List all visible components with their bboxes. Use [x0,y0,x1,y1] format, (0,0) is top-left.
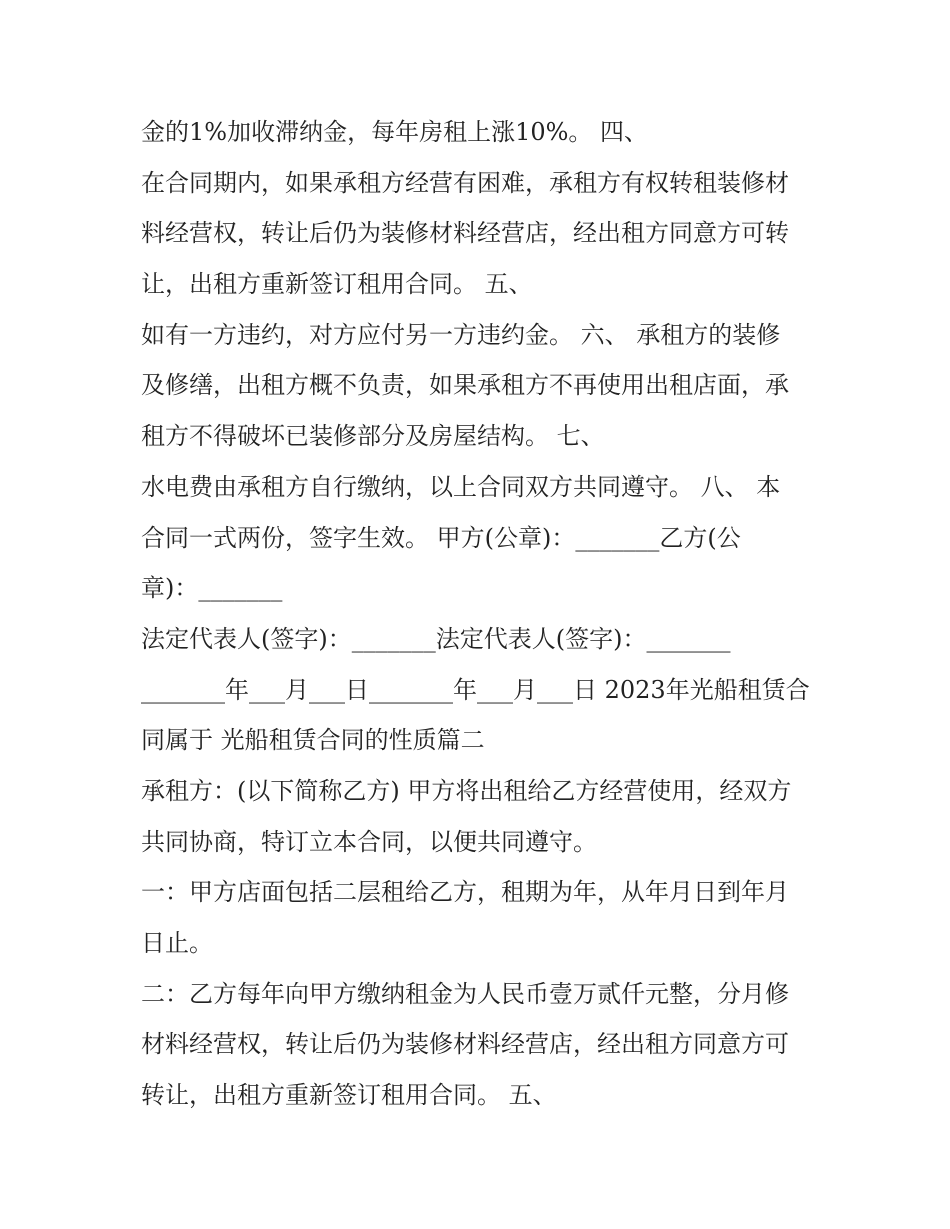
text-line-2: 在合同期内，如果承租方经营有困难，承租方有权转租装修材 [141,168,789,197]
text-line-9: 合同一式两份，签字生效。 甲方(公章)：_______乙方(公 [141,523,741,552]
text-line-12: _______年___月___日_______年___月___日 2023年光船租赁合 [141,675,810,704]
text-line-6: 及修缮，出租方概不负责，如果承租方不再使用出租店面，承 [141,371,789,400]
text-line-15: 共同协商，特订立本合同，以便共同遵守。 [141,827,597,856]
text-line-19: 材料经营权，转让后仍为装修材料经营店，经出租方同意方可 [141,1030,789,1059]
text-line-7: 租方不得破坏已装修部分及房屋结构。 七、 [141,422,605,451]
text-line-18: 二：乙方每年向甲方缴纳租金为人民币壹万贰仟元整，分月修 [141,979,789,1008]
text-line-13: 同属于 光船租赁合同的性质篇二 [141,726,485,755]
text-line-3: 料经营权，转让后仍为装修材料经营店，经出租方同意方可转 [141,219,789,248]
text-line-16: 一：甲方店面包括二层租给乙方，租期为年，从年月日到年月 [141,878,789,907]
text-line-4: 让，出租方重新签订租用合同。 五、 [141,270,533,299]
text-line-8: 水电费由承租方自行缴纳，以上合同双方共同遵守。 八、 本 [141,472,781,501]
text-line-11: 法定代表人(签字)：_______法定代表人(签字)：_______ [141,624,731,653]
text-line-1: 金的1%加收滞纳金，每年房租上涨10%。 四、 [141,118,649,146]
text-line-17: 日止。 [141,929,213,957]
text-line-14: 承租方：(以下简称乙方) 甲方将出租给乙方经营使用，经双方 [141,776,792,805]
text-line-10: 章)：_______ [141,574,283,603]
text-line-5: 如有一方违约，对方应付另一方违约金。 六、 承租方的装修 [141,320,781,349]
contract-text-body [141,107,821,1121]
text-line-20: 转让，出租方重新签订租用合同。 五、 [141,1081,557,1110]
